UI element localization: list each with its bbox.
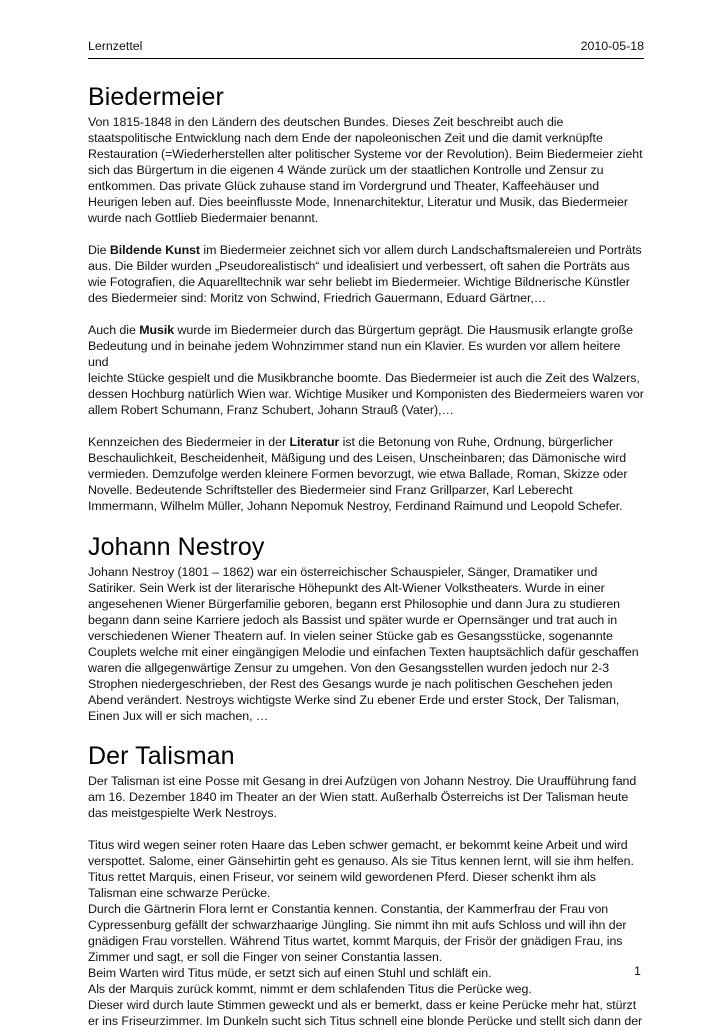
paragraph-talisman-intro: Der Talisman ist eine Posse mit Gesang in drei Aufzügen von Johann Nestroy. Die Uraufführung fand am 16. Dezember 1840 im Theater an der Wien statt. Außerhalb Österreichs ist Der Talisman heute das meistgespielte Werk Nestroys.	[88, 774, 637, 820]
header-left: Lernzettel	[88, 39, 143, 53]
text-fragment: ist die Betonung von Ruhe, Ordnung, bürgerlicher Beschaulichkeit, Bescheidenheit, Mäßigung und des Leisen, Unscheinbaren; das Dämonische wird vermieden. Demzufolge werden kleinere Formen bevorzugt, wie etwa Ballade, Roman, Skizze oder Novelle. Bedeutende Schriftsteller des Biedermeier sind Franz Grillparzer, Karl Leberecht Immermann, Wilhelm Müller, Johann Nepomuk Nestroy, Ferdinand Raimund und Leopold Schefer.	[88, 435, 628, 513]
page-header	[88, 38, 644, 59]
paragraph-musik	[88, 322, 644, 418]
bold-term-bildende-kunst: Bildende Kunst	[109, 243, 201, 257]
bold-term-literatur: Literatur	[289, 435, 340, 449]
page-number: 1	[634, 964, 641, 978]
paragraph-nestroy-bio: Johann Nestroy (1801 – 1862) war ein österreichischer Schauspieler, Sänger, Dramatiker und Satiriker. Sein Werk ist der literarische Höhepunkt des Alt-Wiener Volkstheaters. Wurde in einer angesehenen Wiener Bürgerfamilie geboren, begann erst Philosophie und dann Jura zu studieren begann dann seine Karriere jedoch als Bassist und später wurde er Opernsänger und trat auch in verschiedenen Wiener Theatern auf. In vielen seiner Stücke gab es Gesangsstücke, sogenannte Couplets welche mit einer eingängigen Melodie und einfachen Texten hauptsächlich dafür geschaffen waren die allgegenwärtige Zensur zu umgehen. Von den Gesangsstellen wurden jedoch nur 2-3 Strophen niedergeschrieben, der Rest des Gesangs wurde je nach politischen Geschehen jeden Abend verändert. Nestroys wichtigste Werke sind Zu ebener Erde und erster Stock, Der Talisman, Einen Jux will er sich machen, …	[88, 565, 639, 723]
text-fragment: Auch die	[88, 323, 140, 337]
paragraph-talisman-plot: Titus wird wegen seiner roten Haare das Leben schwer gemacht, er bekommt keine Arbeit und wird verspottet. Salome, einer Gänsehirtin geht es genauso. Als sie Titus kennen lernt, will sie ihm helfen. Titus rettet Marquis, einen Friseur, vor seinem wild gewordenen Pferd. Dieser schenkt ihm als Talisman eine schwarze Perücke. Durch die Gärtnerin Flora lernt er Constantia kennen. Constantia, der Kammerfrau der Frau von Cypressenburg gefällt der schwarzhaarige Jüngling. Sie nimmt ihn mit aufs Schloss und will ihn der gnädigen Frau vorstellen. Während Titus wartet, kommt Marquis, der Frisör der gnädigen Frau, ins Zimmer und sagt, er soll die Finger von seiner Constantia lassen. Beim Warten wird Titus müde, er setzt sich auf einen Stuhl und schläft ein. Als der Marquis zurück kommt, nimmt er dem schlafenden Titus die Perücke weg. Dieser wird durch laute Stimmen geweckt und als er bemerkt, dass er keine Perücke mehr hat, stürzt er ins Friseurzimmer. Im Dunkeln sucht sich Titus schnell eine blonde Perücke und stellt sich dann der	[88, 838, 643, 1028]
text-fragment: wurde im Biedermeier durch das Bürgertum geprägt. Die Hausmusik erlangte große Bedeutung und in beinahe jedem Wohnzimmer stand nun ein Klavier. Es wurden vor allem heitere und leichte Stücke gespielt und die Musikbranche boomte. Das Biedermeier ist auch die Zeit des Walzers, dessen Hochburg natürlich Wien war. Wichtige Musiker und Komponisten des Biedermeiers waren vor allem Robert Schumann, Franz Schubert, Johann Strauß (Vater),…	[88, 323, 644, 417]
header-date: 2010-05-18	[580, 39, 644, 53]
document-page	[88, 38, 644, 1029]
paragraph-literatur	[88, 434, 644, 514]
paragraph-bildende-kunst	[88, 242, 644, 306]
bold-term-musik: Musik	[139, 323, 175, 337]
text-fragment: Die	[88, 243, 110, 257]
text-fragment: Kennzeichen des Biedermeier in der	[88, 435, 290, 449]
heading-biedermeier: Biedermeier	[88, 83, 224, 111]
paragraph-biedermeier-intro: Von 1815-1848 in den Ländern des deutschen Bundes. Dieses Zeit beschreibt auch die staatspolitische Entwicklung nach dem Ende der napoleonischen Zeit und die damit verknüpfte Restauration (=Wiederherstellen alter politischer Systeme vor der Revolution). Beim Biedermeier zieht sich das Bürgertum in die eigenen 4 Wände zurück um der staatlichen Kontrolle und Zensur zu entkommen. Das private Glück zuhause stand im Vordergrund und Theater, Kaffeehäuser und Heurigen leben auf. Dies beeinflusste Mode, Innenarchitektur, Literatur und Musik, das Biedermeier wurde nach Gottlieb Biedermaier benannt.	[88, 115, 643, 225]
heading-der-talisman: Der Talisman	[88, 742, 235, 770]
heading-johann-nestroy: Johann Nestroy	[88, 533, 265, 561]
text-fragment: im Biedermeier zeichnet sich vor allem durch Landschaftsmalereien und Porträts aus. Die Bilder wurden „Pseudorealistisch“ und idealisiert und verbessert, oft sahen die Porträts aus wie Fotografien, die Aquarelltechnik war sehr beliebt im Biedermeier. Wichtige Bildnerische Künstler des Biedermeier sind: Moritz von Schwind, Friedrich Gauermann, Eduard Gärtner,…	[88, 243, 642, 305]
